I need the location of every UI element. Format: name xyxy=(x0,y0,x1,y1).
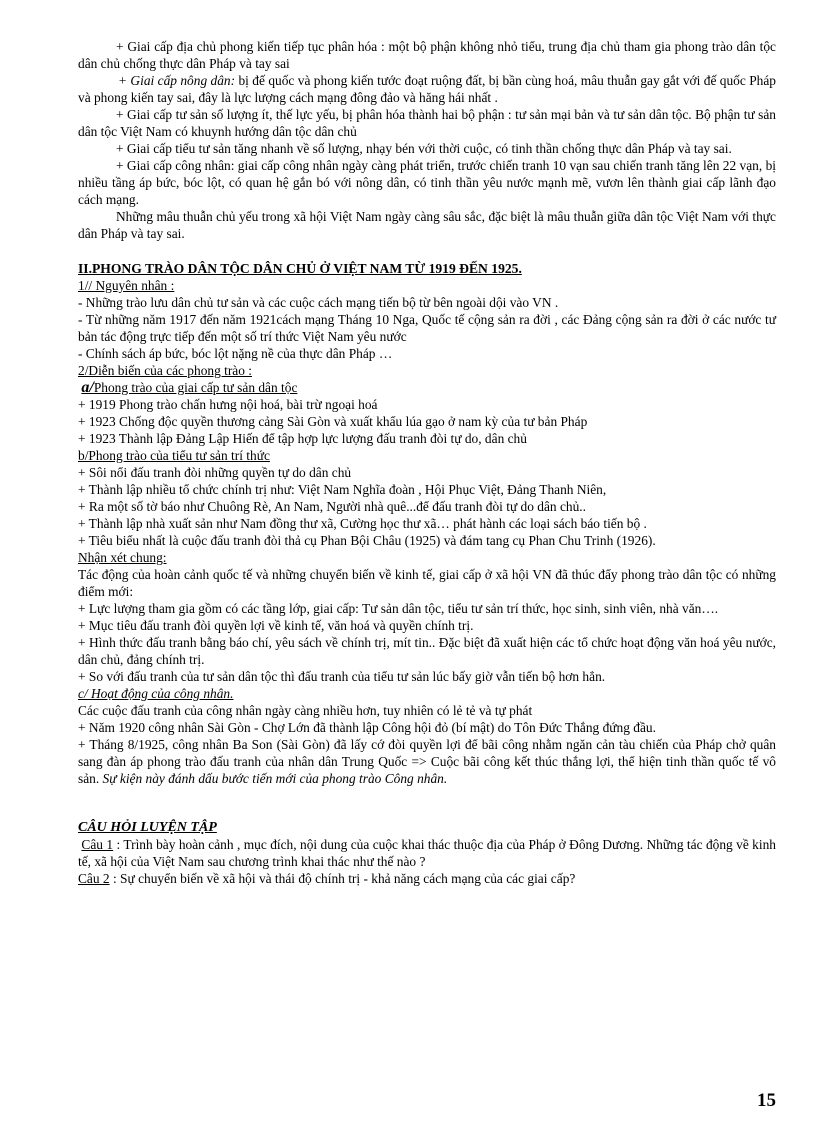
list-item: + Tiêu biểu nhất là cuộc đấu tranh đòi thả cụ Phan Bội Châu (1925) và đám tang cụ Phan Chu Trinh (1926). xyxy=(78,533,656,548)
list-item: + Thành lập nhiều tổ chức chính trị như: Việt Nam Nghĩa đoàn , Hội Phục Việt, Đảng Thanh Niên, xyxy=(78,482,607,497)
paragraph-petty-bourgeoisie: + Giai cấp tiểu tư sản tăng nhanh về số lượng, nhạy bén với thời cuộc, có tinh thần chống thực dân Pháp và tay sai. xyxy=(116,141,732,156)
subsection-a-letter: a/ xyxy=(81,379,94,396)
list-item-emphasis: Sự kiện này đánh dấu bước tiến mới của phong trào Công nhân. xyxy=(102,771,448,786)
question-2-text: : Sự chuyển biến về xã hội và thái độ chính trị - khả năng cách mạng của các giai cấp? xyxy=(109,871,576,886)
remark-intro: Tác động của hoàn cảnh quốc tế và những chuyển biến về kinh tế, giai cấp ở xã hội VN đã thúc đẩy phong trào dân tộc có những điểm mới: xyxy=(78,567,776,599)
question-2-label: Câu 2 xyxy=(78,871,110,886)
question-2 xyxy=(78,870,776,887)
events-heading: 2/Diễn biến của các phong trào : xyxy=(78,363,253,378)
page-number: 15 xyxy=(757,1090,776,1111)
section-title: II.PHONG TRÀO DÂN TỘC DÂN CHỦ Ở VIỆT NAM TỪ 1919 ĐẾN 1925. xyxy=(78,261,522,276)
cause-item: - Chính sách áp bức, bóc lột nặng nề của thực dân Pháp … xyxy=(78,346,393,361)
list-item-text: + Tháng 8/1925, công nhân Ba Son (Sài Gòn) đã lấy cớ đòi quyền lợi để bãi công nhằm ngăn cản tàu chiến của Pháp chở quân sang đàn áp phong trào đấu tranh của nhân dân Trung Quốc => Cuộc bãi công kết thúc thắng lợi, thể hiện tinh thần quốc tế vô sản. xyxy=(78,737,776,786)
list-item xyxy=(78,736,776,787)
paragraph-bourgeoisie: + Giai cấp tư sản số lượng ít, thế lực yếu, bị phân hóa thành hai bộ phận : tư sản mại bản và tư sản dân tộc. Bộ phận tư sản dân tộc Việt Nam có khuynh hướng dân tộc dân chủ xyxy=(78,107,776,139)
list-item: + Ra một số tờ báo như Chuông Rè, An Nam, Người nhà quê...để đấu tranh đòi tự do dân chủ.. xyxy=(78,499,586,514)
paragraph-landlord: + Giai cấp địa chủ phong kiến tiếp tục phân hóa : một bộ phận không nhỏ tiểu, trung địa chủ tham gia phong trào dân tộc dân chủ chống thực dân Pháp và tay sai xyxy=(78,39,776,71)
peasant-text: bị đế quốc và phong kiến tước đoạt ruộng đất, bị bần cùng hoá, mâu thuẫn gay gắt với đế quốc Pháp và phong kiến tay sai, đây là lực lượng cách mạng đông đảo và hăng hái nhất . xyxy=(78,73,776,105)
question-1-label: Câu 1 xyxy=(81,837,114,852)
cause-item: - Từ những năm 1917 đến năm 1921cách mạng Tháng 10 Nga, Quốc tế cộng sản ra đời , các Đảng cộng sản ra đời ở các nước tư bản tác động trực tiếp đến một số trí thức Việt Nam yêu nước xyxy=(78,312,776,344)
list-item: + Hình thức đấu tranh bằng báo chí, yêu sách về chính trị, mít tin.. Đặc biệt đã xuất hiện các tổ chức hoạt động văn hoá yêu nước, dân chủ, đảng chính trị. xyxy=(78,635,776,667)
list-item: + 1923 Thành lập Đảng Lập Hiến để tập hợp lực lượng đấu tranh đòi tự do, dân chủ xyxy=(78,431,527,446)
subsection-a-title: Phong trào của giai cấp tư sản dân tộc xyxy=(93,380,298,395)
list-item: + 1919 Phong trào chấn hưng nội hoá, bài trừ ngoại hoá xyxy=(78,397,378,412)
list-item: + Sôi nổi đấu tranh đòi những quyền tự do dân chủ xyxy=(78,465,352,480)
paragraph-workers: + Giai cấp công nhân: giai cấp công nhân ngày càng phát triển, trước chiến tranh 10 vạn sau chiến tranh tăng lên 22 vạn, bị nhiều tầng áp bức, bóc lột, có quan hệ gắn bó với nông dân, có tinh thần yêu nước mạnh mẽ, vươn lên thành giai cấp lãnh đạo cách mạng. xyxy=(78,158,776,207)
question-1 xyxy=(78,836,776,870)
paragraph-contradictions: Những mâu thuẫn chủ yếu trong xã hội Việt Nam ngày càng sâu sắc, đặc biệt là mâu thuẫn giữa dân tộc Việt Nam với thực dân Pháp và tay sai. xyxy=(78,209,776,241)
subsection-c-heading: c/ Hoạt động của công nhân. xyxy=(78,686,234,701)
list-item: + Năm 1920 công nhân Sài Gòn - Chợ Lớn đã thành lập Công hội đỏ (bí mật) do Tôn Đức Thắng đứng đầu. xyxy=(78,720,656,735)
list-item: + So với đấu tranh của tư sản dân tộc thì đấu tranh của tiểu tư sản lúc bấy giờ vẫn tiến bộ hơn hẳn. xyxy=(78,669,606,684)
question-1-text: : Trình bày hoàn cảnh , mục đích, nội dung của cuộc khai thác thuộc địa của Pháp ở Đông Dương. Những tác động về kinh tế, xã hội của Việt Nam sau chương trình khai thác như thế nào ? xyxy=(78,837,776,869)
subsection-a-heading xyxy=(78,379,776,396)
peasant-label: + Giai cấp nông dân: xyxy=(118,73,236,88)
cause-heading: 1// Nguyên nhân : xyxy=(78,278,175,293)
list-item: + Lực lượng tham gia gồm có các tầng lớp, giai cấp: Tư sản dân tộc, tiểu tư sản trí thức, học sinh, sinh viên, nhà văn…. xyxy=(78,601,719,616)
list-item: + Mục tiêu đấu tranh đòi quyền lợi về kinh tế, văn hoá và quyền chính trị. xyxy=(78,618,474,633)
list-item: + 1923 Chống độc quyền thương cảng Sài Gòn và xuất khẩu lúa gạo ở nam kỳ của tư bản Pháp xyxy=(78,414,588,429)
list-item: + Thành lập nhà xuất sản như Nam đồng thư xã, Cường học thư xã… phát hành các loại sách báo tiến bộ . xyxy=(78,516,647,531)
paragraph-peasant xyxy=(78,72,776,106)
review-title: CÂU HỎI LUYỆN TẬP xyxy=(78,820,217,835)
subsection-b-heading: b/Phong trào của tiểu tư sản trí thức xyxy=(78,448,270,463)
subsection-c-intro: Các cuộc đấu tranh của công nhân ngày càng nhiều hơn, tuy nhiên có lẻ tẻ và tự phát xyxy=(78,703,533,718)
remark-heading: Nhận xét chung: xyxy=(78,550,167,565)
document-page xyxy=(78,38,776,887)
cause-item: - Những trào lưu dân chủ tư sản và các cuộc cách mạng tiến bộ từ bên ngoài dội vào VN . xyxy=(78,295,559,310)
